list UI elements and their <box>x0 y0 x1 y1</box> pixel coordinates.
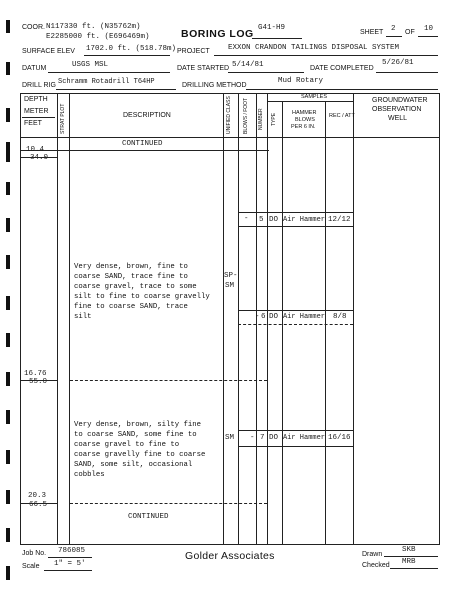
continued-top-rule <box>20 150 269 151</box>
surface-elev-value: 1702.0 ft. (518.78m) <box>86 45 177 53</box>
drawn-value: SKB <box>402 546 416 554</box>
company-name: Golder Associates <box>185 550 275 562</box>
col-divider <box>267 93 268 545</box>
sample-5-rec: 12/12 <box>328 216 351 224</box>
binding-mark <box>6 255 10 269</box>
date-started-label: DATE STARTED <box>177 65 230 72</box>
sample-6-hammer: Air Hammer <box>283 313 326 321</box>
sheet-total-underline <box>418 36 438 37</box>
drill-rig-value: Schramm Rotadrill T64HP <box>58 78 155 86</box>
sample-5-bottom-rule <box>238 226 353 227</box>
sample-5-number: 5 <box>259 216 264 224</box>
checked-value: MRB <box>402 558 416 566</box>
number-header: NUMBER <box>258 108 264 130</box>
coordinate-east: E2285000 ft. (E696469m) <box>46 33 150 41</box>
hammer-header: HAMMER <box>292 110 317 116</box>
groundwater-header: GROUNDWATER <box>372 97 428 104</box>
date-completed-underline <box>376 72 438 73</box>
binding-mark <box>6 450 10 464</box>
binding-mark <box>6 108 10 122</box>
well-header: WELL <box>388 115 408 122</box>
depth-mid-rule <box>20 380 58 381</box>
coordinates-label: COOR. <box>22 24 45 31</box>
coordinate-north: N117330 ft. (N35762m) <box>46 23 141 31</box>
layer-2-description: Very dense, brown, silty fine to coarse SAND, some fine to coarse gravel to fine to coarse gravelly fine to coarse SAND, some silt, occasional cobbles <box>74 421 206 479</box>
sheet-number: 2 <box>391 25 396 33</box>
drawn-underline <box>384 556 438 557</box>
depth-bot-rule <box>20 503 58 504</box>
sample-5-type: DO <box>269 216 279 224</box>
surface-elev-label: SURFACE ELEV <box>22 48 75 55</box>
project-label: PROJECT <box>177 48 210 55</box>
date-started-underline <box>228 72 304 73</box>
date-started-value: 5/14/81 <box>232 61 264 69</box>
depth-mid-meters: 16.76 <box>24 370 47 378</box>
sample-5-hammer: Air Hammer <box>283 216 326 224</box>
layer-boundary-mid <box>70 380 267 381</box>
col-divider <box>223 93 224 545</box>
depth-bot-feet: 66.5 <box>29 501 48 509</box>
sheet-number-underline <box>386 36 402 37</box>
date-completed-value: 5/26/81 <box>382 59 414 67</box>
sample-7-type: DO <box>269 434 279 442</box>
meter-header: METER <box>24 108 49 115</box>
datum-value: USGS MSL <box>72 61 109 69</box>
binding-mark <box>6 142 10 162</box>
col-divider <box>238 93 239 545</box>
depth-mid-feet: 55.0 <box>29 378 48 386</box>
sheet-total: 10 <box>424 25 434 33</box>
project-value: EXXON CRANDON TAILINGS DISPOSAL SYSTEM <box>228 44 400 52</box>
col-divider <box>69 93 70 545</box>
sample-7-bottom-rule <box>238 446 353 447</box>
strat-plot-header: STRAT PLOT <box>60 103 66 134</box>
col-divider <box>282 101 283 545</box>
binding-mark <box>6 566 10 580</box>
feet-header: FEET <box>24 120 42 127</box>
job-no-label: Job No. <box>22 550 47 557</box>
layer-1-uscs-line1: SP- <box>224 272 238 280</box>
drawn-label: Drawn <box>362 551 383 558</box>
sample-6-top-rule <box>238 310 353 311</box>
date-completed-label: DATE COMPLETED <box>310 65 374 72</box>
binding-mark <box>6 218 10 232</box>
form-title: BORING LOG <box>181 28 254 40</box>
observation-header: OBSERVATION <box>372 106 422 113</box>
scale-label: Scale <box>22 563 40 570</box>
continued-bottom: CONTINUED <box>128 513 169 521</box>
surface-elev-underline <box>84 55 170 56</box>
sample-7-number: 7 <box>260 434 265 442</box>
meter-header-rule <box>22 117 55 118</box>
layer-1-uscs-line2: SM <box>225 282 235 290</box>
job-no-value: 786085 <box>58 547 86 555</box>
hammer-blows-header: BLOWS <box>295 117 315 123</box>
drill-rig-label: DRILL RIG <box>22 82 56 89</box>
samples-header: SAMPLES <box>301 94 327 100</box>
binding-mark <box>6 528 10 542</box>
depth-top-feet: 34.0 <box>30 154 49 162</box>
sample-7-blows: - <box>250 434 255 442</box>
boring-id: G41-H9 <box>258 24 286 32</box>
datum-label: DATUM <box>22 65 47 72</box>
drill-rig-underline <box>56 89 176 90</box>
binding-mark <box>6 333 10 347</box>
checked-underline <box>390 568 438 569</box>
sheet-of-label: OF <box>405 29 415 36</box>
depth-header: DEPTH <box>24 96 48 103</box>
depth-bot-meters: 20.3 <box>28 492 47 500</box>
scale-underline <box>44 570 92 571</box>
continued-top: CONTINUED <box>122 140 163 148</box>
sample-7-top-rule <box>238 430 353 431</box>
layer-2-uscs: SM <box>225 434 235 442</box>
layer-boundary-bottom <box>70 503 267 504</box>
sheet-label: SHEET <box>360 29 384 36</box>
hammer-per-header: PER 6 IN. <box>291 124 316 130</box>
binding-mark <box>6 410 10 424</box>
layer-1-description: Very dense, brown, fine to coarse SAND, trace fine to coarse gravel, trace to some silt to fine to coarse gravelly fine to coarse SAND, trace silt <box>74 263 210 321</box>
depth-top-meters: 10.4 <box>26 146 45 154</box>
sample-7-rec: 16/16 <box>328 434 351 442</box>
drilling-method-value: Mud Rotary <box>278 77 324 85</box>
sample-5-top-rule <box>238 212 353 213</box>
boring-id-underline <box>252 38 302 39</box>
col-divider <box>57 93 58 545</box>
binding-mark <box>6 490 10 504</box>
drilling-method-underline <box>246 89 438 90</box>
samples-header-rule <box>267 101 353 102</box>
datum-underline <box>48 72 170 73</box>
sample-6-type: DO <box>269 313 279 321</box>
description-header: DESCRIPTION <box>123 112 171 119</box>
sample-5-blows: - <box>244 215 249 223</box>
binding-mark <box>6 182 10 195</box>
col-divider <box>325 101 326 545</box>
checked-label: Checked <box>362 562 390 569</box>
drilling-method-label: DRILLING METHOD <box>182 82 247 89</box>
unified-class-header: UNIFIED CLASS <box>226 96 232 134</box>
job-no-underline <box>48 557 92 558</box>
binding-mark <box>6 20 10 33</box>
depth-top-rule <box>20 157 58 158</box>
sample-6-blows: - <box>255 313 260 321</box>
scale-value: 1" = 5' <box>54 560 86 568</box>
blows-foot-header: BLOWS / FOOT <box>243 97 249 134</box>
binding-mark <box>6 296 10 310</box>
project-underline <box>214 55 438 56</box>
rec-att-header: REC / ATT <box>329 113 355 119</box>
sample-6-bottom-rule <box>238 324 353 325</box>
table-header-rule <box>20 137 440 138</box>
sample-6-rec: 8/8 <box>333 313 347 321</box>
binding-mark <box>6 62 10 75</box>
col-divider <box>353 93 354 545</box>
type-header: TYPE <box>271 112 277 126</box>
sample-7-hammer: Air Hammer <box>283 434 326 442</box>
sample-6-number: 6 <box>261 313 266 321</box>
binding-mark <box>6 372 10 386</box>
